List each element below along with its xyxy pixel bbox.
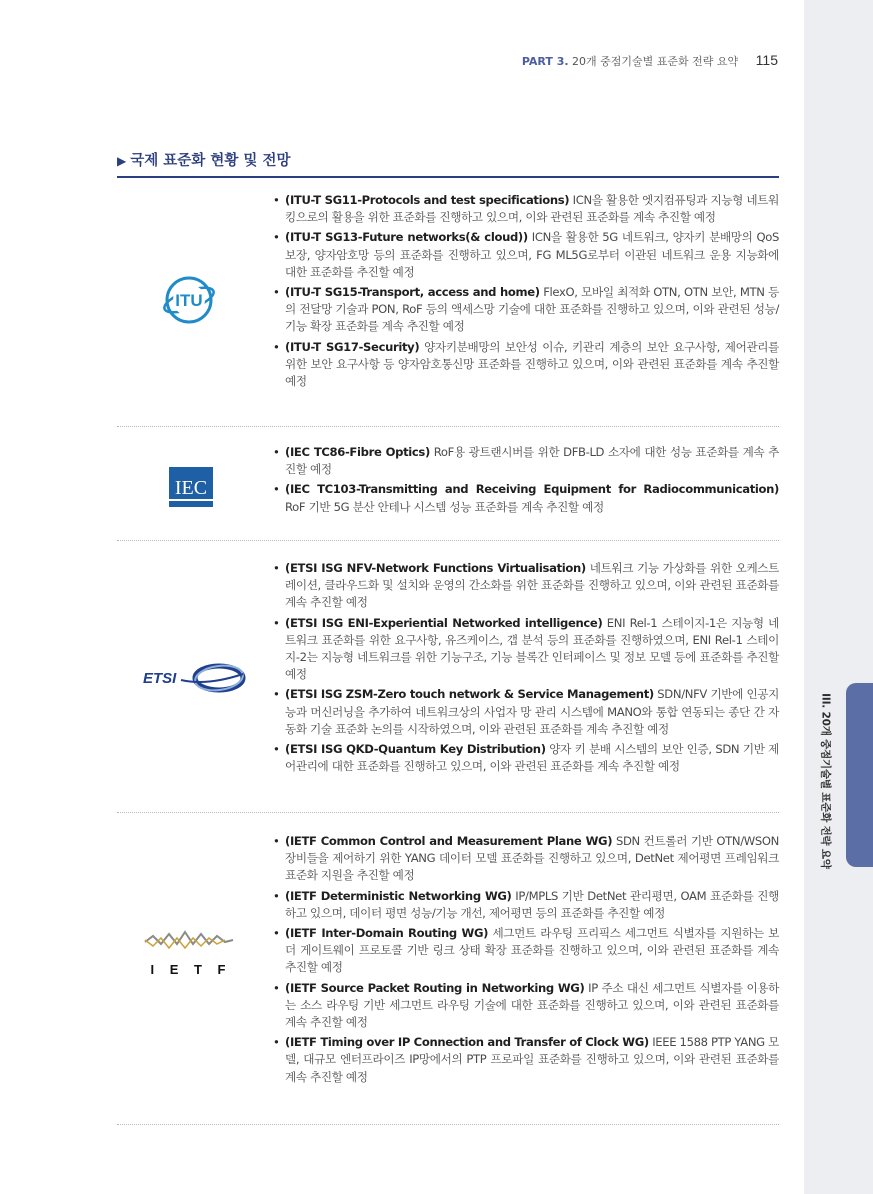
triangle-icon: ▶ (117, 154, 127, 168)
iec-logo (117, 463, 267, 515)
list-item: • (ETSI ISG ENI-Experiential Networked intelligence) ENI Rel-1 스테이지-1은 지능형 네트워크 표준화를 위한 요구사항, 유즈케이스, 갭 분석 등의 표준화를 진행하였으며, ENI Rel-1 스테이지-2는 지능형 네트워크를 위한 기능구조, 기능 블록간 인터페이스 및 정보 모델 등에 표준화를 추진할 예정 (273, 615, 780, 682)
itu-emblem-icon (117, 270, 267, 330)
chapter-tab (846, 683, 873, 867)
list-item: • (ITU-T SG11-Protocols and test specifications) ICN을 활용한 엣지컴퓨팅과 지능형 네트워킹으로의 활용을 위한 표준화를 진행하고 있으며, 이와 관련된 표준화를 계속 추진할 예정 (273, 193, 779, 225)
itu-block (117, 178, 779, 427)
side-strip (804, 0, 873, 1194)
list-item: • (IEC TC103-Transmitting and Receiving Equipment for Radiocommunication) RoF 기반 5G 분산 안테나 시스템 성능 표준화를 계속 추진할 예정 (273, 482, 779, 514)
ietf-block (117, 812, 779, 1125)
list-item: • (IETF Source Packet Routing in Networking WG) IP 주소 대신 세그먼트 식별자를 이용하는 소스 라우팅 기반 세그먼트 라우팅 기술에 대한 표준화를 진행하고 있으며, 이와 관련된 표준화를 계속 추진할 예정 (273, 980, 780, 1030)
iec-emblem-icon (117, 463, 267, 511)
ietf-emblem-icon (117, 926, 267, 986)
etsi-block (117, 540, 779, 813)
ietf-logo (117, 926, 267, 990)
etsi-list (273, 560, 779, 775)
list-item: • (IEC TC86-Fibre Optics) RoF용 광트랜시버를 위한 DFB-LD 소자에 대한 성능 표준화를 계속 추진할 예정 (273, 445, 779, 477)
itu-logo (117, 270, 267, 334)
list-item: • (ITU-T SG13-Future networks(& cloud)) ICN을 활용한 5G 네트워크, 양자키 분배망의 QoS 보장, 양자암호망 등의 표준화를 진행하고 있으며, FG ML5G로부터 이관된 네트워크 운용 지능화에 대한 표준화를 추진할 예정 (273, 230, 779, 279)
iec-block (117, 426, 779, 541)
section-title (117, 149, 291, 170)
ietf-logo-text: I E T F (150, 962, 232, 977)
page-number: 115 (755, 52, 778, 68)
itu-logo-text: ITU (175, 291, 203, 310)
etsi-logo (117, 660, 267, 700)
etsi-logo-text: ETSI (143, 670, 177, 687)
list-item: • (ITU-T SG15-Transport, access and home) FlexO, 모바일 최적화 OTN, OTN 보안, MTN 등의 전달망 기술과 PON, RoF 등의 액세스망 기술에 대한 표준화를 진행하고 있으며, 이와 관련된 성능/기능 확장 표준화를 계속 추진할 예정 (273, 285, 779, 334)
list-item: • (IETF Inter-Domain Routing WG) 세그먼트 라우팅 프리픽스 세그먼트 식별자를 지원하는 보더 게이트웨이 프로토콜 기반 링크 상태 확장 표준화를 진행하고 있으며, 이와 관련된 표준화를 계속 추진할 예정 (273, 926, 779, 975)
running-head-title: 20개 중점기술별 표준화 전략 요약 (572, 55, 739, 68)
iec-logo-text: IEC (174, 477, 208, 499)
chapter-tab-label: III. 20개 중점기술별 표준화 전략 요약 (819, 693, 832, 869)
ietf-list (273, 833, 779, 1086)
etsi-emblem-icon (117, 660, 267, 696)
list-item: • (IETF Common Control and Measurement Plane WG) SDN 컨트롤러 기반 OTN/WSON 장비들을 제어하기 위한 YANG 데이터 모델 표준화를 진행하고 있으며, DetNet 제어평면 프레임워크 표준화 지원을 추진할 예정 (273, 834, 779, 883)
list-item: • (ETSI ISG QKD-Quantum Key Distribution) 양자 키 분배 시스템의 보안 인증, SDN 기반 제어관리에 대한 표준화를 진행하고 있으며, 이와 관련된 표준화를 계속 추진할 예정 (273, 742, 780, 774)
list-item: • (IETF Timing over IP Connection and Transfer of Clock WG) IEEE 1588 PTP YANG 모델, 대규모 엔터프라이즈 IP망에서의 PTP 프로파일 표준화를 진행하고 있으며, 이와 관련된 표준화를 계속 추진할 예정 (273, 1035, 779, 1084)
list-item: • (ITU-T SG17-Security) 양자키분배망의 보안성 이슈, 키관리 계층의 보안 요구사항, 제어관리를 위한 보안 요구사항 등 양자암호통신망 표준화를 진행하고 있으며, 이와 관련된 표준화를 계속 추진할 예정 (273, 339, 779, 389)
list-item: • (IETF Deterministic Networking WG) IP/MPLS 기반 DetNet 관리평면, OAM 표준화를 진행하고 있으며, 데이터 평면 성능/기능 개선, 제어평면 등의 표준화를 추진할 예정 (273, 888, 779, 920)
list-item: • (ETSI ISG ZSM-Zero touch network & Service Management) SDN/NFV 기반에 인공지능과 머신러닝을 추가하여 네트워크상의 사업자 망 관리 시스템에 MANO와 통합 연동되는 종단 간 자동화 기술 표준화 논의를 시작하였으며, 이와 관련된 표준화를 계속 추진할 예정 (273, 687, 780, 736)
itu-list (273, 192, 779, 390)
list-item: • (ETSI ISG NFV-Network Functions Virtualisation) 네트워크 기능 가상화를 위한 오케스트레이션, 클라우드화 및 설치와 운영의 간소화를 위한 표준화를 진행하고 있으며, 이와 관련된 표준화를 계속 추진할 예정 (273, 561, 779, 610)
running-head (522, 52, 778, 69)
running-head-part: PART 3. (521, 55, 569, 68)
iec-list (273, 444, 779, 516)
section-title-text: 국제 표준화 현황 및 전망 (130, 153, 291, 169)
